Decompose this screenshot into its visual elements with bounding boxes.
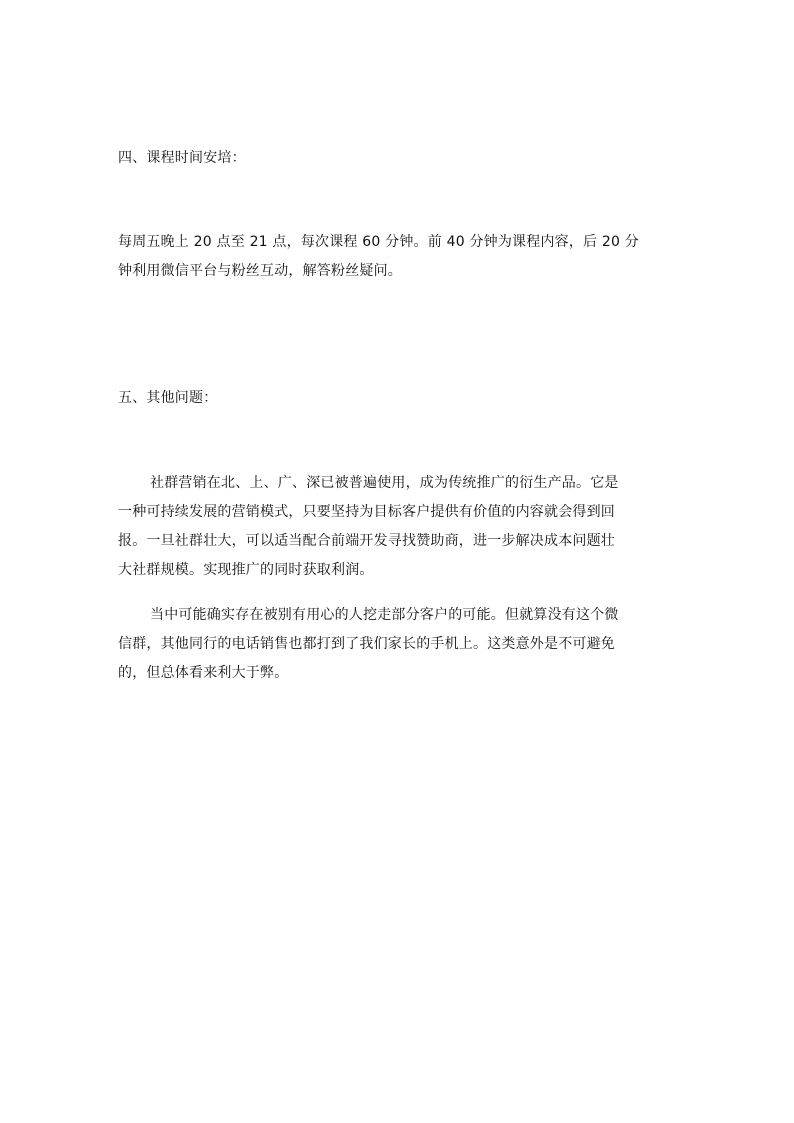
paragraph-line: 信群，其他同行的电话销售也都打到了我们家长的手机上。这类意外是不可避免 — [118, 636, 615, 652]
paragraph-line: 钟利用微信平台与粉丝互动，解答粉丝疑问。 — [118, 263, 402, 279]
section-heading-course-time — [118, 144, 678, 173]
paragraph-risk-assessment — [118, 601, 678, 688]
paragraph-line: 的，但总体看来利大于弊。 — [118, 665, 289, 681]
paragraph-line: 每周五晚上 20 点至 21 点，每次课程 60 分钟。前 40 分钟为课程内容，后 20 分 — [118, 234, 639, 250]
paragraph-line: 当中可能确实存在被别有用心的人挖走部分客户的可能。但就算没有这个微 — [150, 607, 619, 623]
section-heading-text: 四、课程时间安培： — [118, 150, 246, 166]
section-heading-other-issues — [118, 384, 678, 413]
paragraph-line: 报。一旦社群壮大，可以适当配合前端开发寻找赞助商，进一步解决成本问题壮 — [118, 533, 615, 549]
paragraph-line: 一种可持续发展的营销模式，只要坚持为目标客户提供有价值的内容就会得到回 — [118, 504, 615, 520]
paragraph-line: 社群营销在北、上、广、深已被普遍使用，成为传统推广的衍生产品。它是 — [150, 475, 619, 491]
paragraph-community-marketing — [118, 469, 678, 585]
paragraph-line: 大社群规模。实现推广的同时获取利润。 — [118, 562, 374, 578]
section-heading-text: 五、其他问题： — [118, 390, 218, 406]
paragraph-course-schedule — [118, 228, 678, 286]
